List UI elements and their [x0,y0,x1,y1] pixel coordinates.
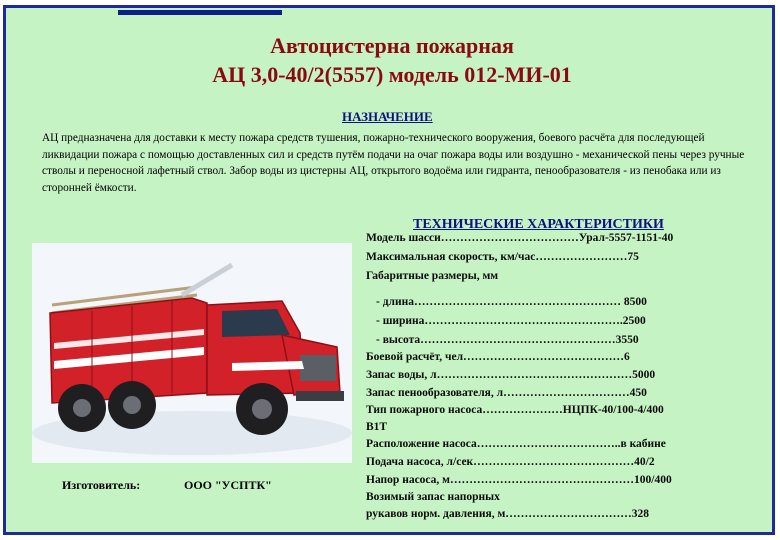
spec-line: Тип пожарного насоса…………………НЦПК-40/100-4/400 [366,404,664,416]
spec-line: - высота……………………………………………3550 [376,334,639,346]
purpose-text: АЦ предназначена для доставки к месту пожара средств тушения, пожарно-технического вооружения, боевого расчёта для последующей ликвидации пожара с помощью доставленных сил и средств путём подачи на очаг пожара воды или воздушно - механической пены через ручные стволы и переносной лафетный ствол. Забор воды из цистерны АЦ, открытого водоёма или гидранта, пенообразователя - из пенобака или из сторонней ёмкости. [42,132,745,194]
fire-truck-image [32,243,352,463]
title-line-1: Автоцистерна пожарная [270,33,514,58]
spec-line: Габаритные размеры, мм [366,270,499,282]
spec-line: рукавов норм. давления, м……………………………328 [366,508,650,520]
info-card [3,5,775,535]
title-line-2: АЦ 3,0-40/2(5557) модель 012-МИ-01 [212,62,572,87]
spec-line: - длина……………………………………………… 8500 [376,296,647,308]
spec-line: Возимый запас напорных [366,491,500,503]
spec-line: Запас воды, л……………………………………………5000 [366,369,656,381]
manufacturer-label: Изготовитель: [62,478,141,492]
specs-heading: ТЕХНИЧЕСКИЕ ХАРАКТЕРИСТИКИ [413,217,664,232]
spec-line: Запас пенообразователя, л……………………………450 [366,387,647,399]
spec-line: Напор насоса, м…………………………………………100/400 [366,474,672,486]
spec-line: - ширина…………………………………………….2500 [376,315,646,327]
purpose-heading: НАЗНАЧЕНИЕ [342,109,433,124]
top-accent-bar [118,10,282,15]
spec-line: Максимальная скорость, км/час……………………75 [366,251,639,263]
spec-line: Боевой расчёт, чел……………………………………6 [366,351,630,363]
spec-line: Расположение насоса………………………………..в кабине [366,438,666,450]
spec-line: Подача насоса, л/сек……………………………………40/2 [366,456,655,468]
spec-line: Модель шасси………………………………Урал-5557-1151-40 [366,232,674,244]
manufacturer-value: ООО "УСПТК" [184,478,272,492]
spec-line: В1Т [366,421,388,433]
